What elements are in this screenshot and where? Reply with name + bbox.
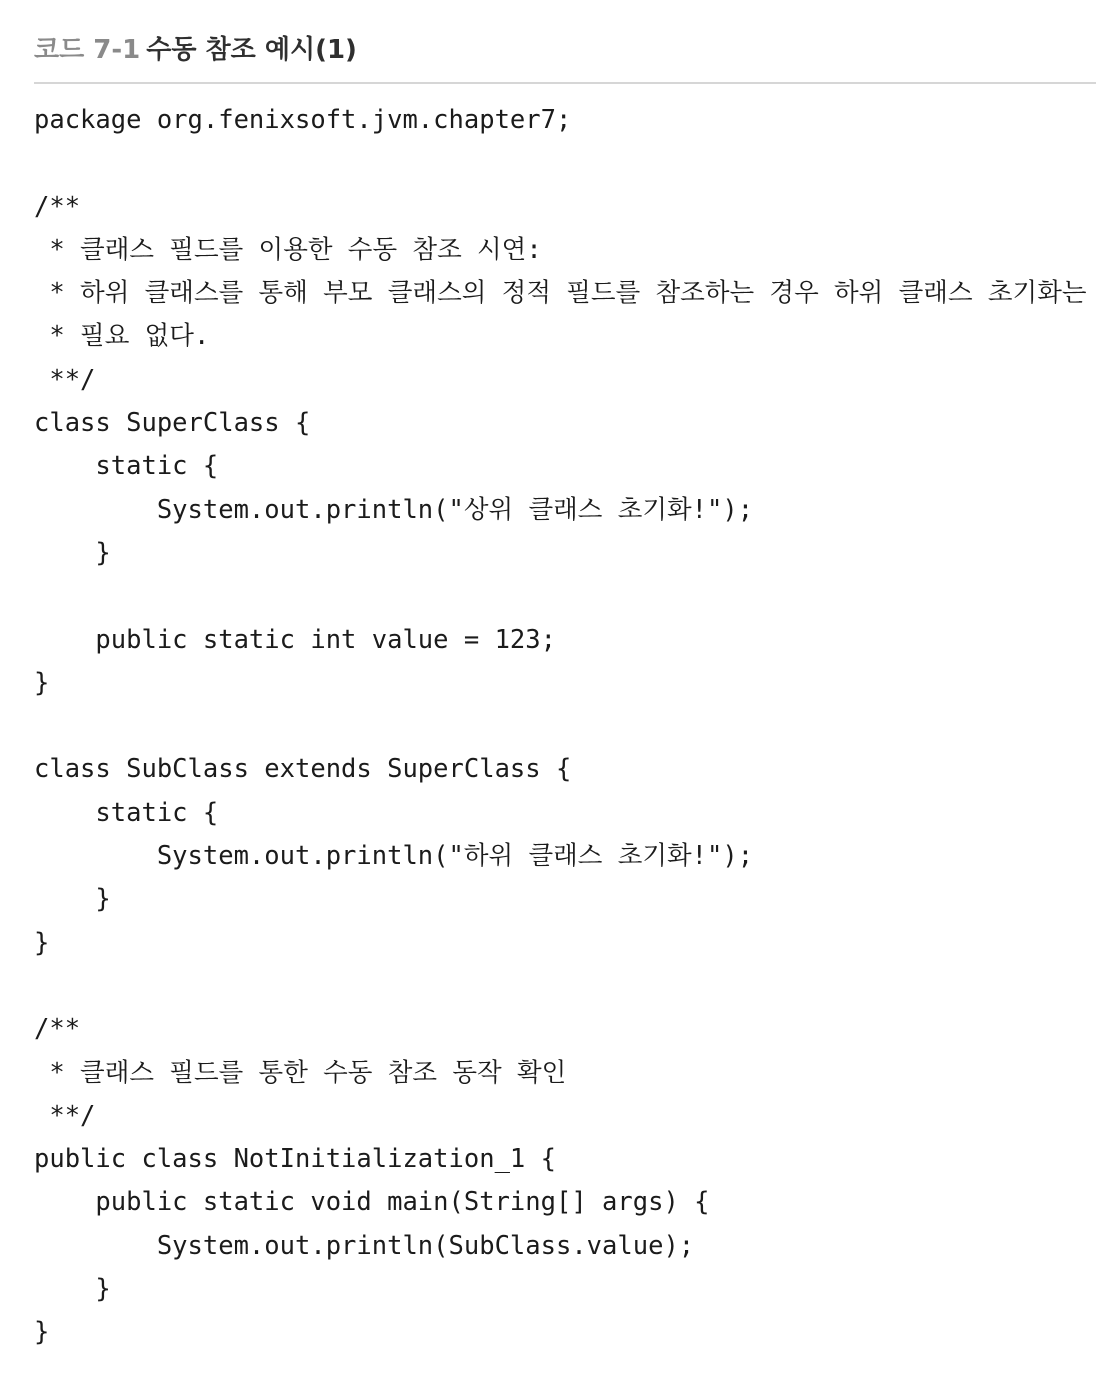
code-line: }	[34, 1317, 50, 1348]
code-line: * 클래스 필드를 통한 수동 참조 동작 확인	[34, 1057, 567, 1088]
code-caption	[34, 28, 357, 72]
code-block	[34, 99, 1086, 1355]
code-line: * 클래스 필드를 이용한 수동 참조 시연:	[34, 234, 542, 265]
code-line: /**	[34, 1014, 81, 1045]
code-line: System.out.println("하위 클래스 초기화!");	[34, 841, 754, 872]
code-line: }	[34, 537, 111, 568]
code-line: public class NotInitialization_1 {	[34, 1144, 556, 1175]
code-line: class SubClass extends SuperClass {	[34, 754, 572, 785]
code-line: class SuperClass {	[34, 408, 311, 439]
code-line: public static int value = 123;	[34, 624, 556, 655]
code-line	[34, 705, 1086, 748]
code-line: **/	[34, 1100, 96, 1131]
code-line: static {	[34, 451, 219, 482]
caption-divider	[34, 82, 1096, 84]
code-line: System.out.println("상위 클래스 초기화!");	[34, 494, 754, 525]
code-line: public static void main(String[] args) {	[34, 1187, 710, 1218]
code-line: }	[34, 667, 50, 698]
code-line: }	[34, 884, 111, 915]
code-line	[34, 965, 1086, 1008]
code-caption-label: 코드 7-1	[34, 35, 141, 65]
code-line: }	[34, 1274, 111, 1305]
code-line: **/	[34, 364, 96, 395]
code-line: }	[34, 927, 50, 958]
code-caption-title: 수동 참조 예시(1)	[146, 35, 357, 65]
code-line	[34, 142, 1086, 185]
code-line: System.out.println(SubClass.value);	[34, 1230, 695, 1261]
code-line: /**	[34, 191, 81, 222]
code-line	[34, 575, 1086, 618]
code-line: * 필요 없다.	[34, 321, 210, 352]
code-line: package org.fenixsoft.jvm.chapter7;	[34, 105, 572, 135]
code-line: static {	[34, 797, 219, 828]
code-line: * 하위 클래스를 통해 부모 클래스의 정적 필드를 참조하는 경우 하위 클래스 초기화는	[34, 278, 1087, 309]
